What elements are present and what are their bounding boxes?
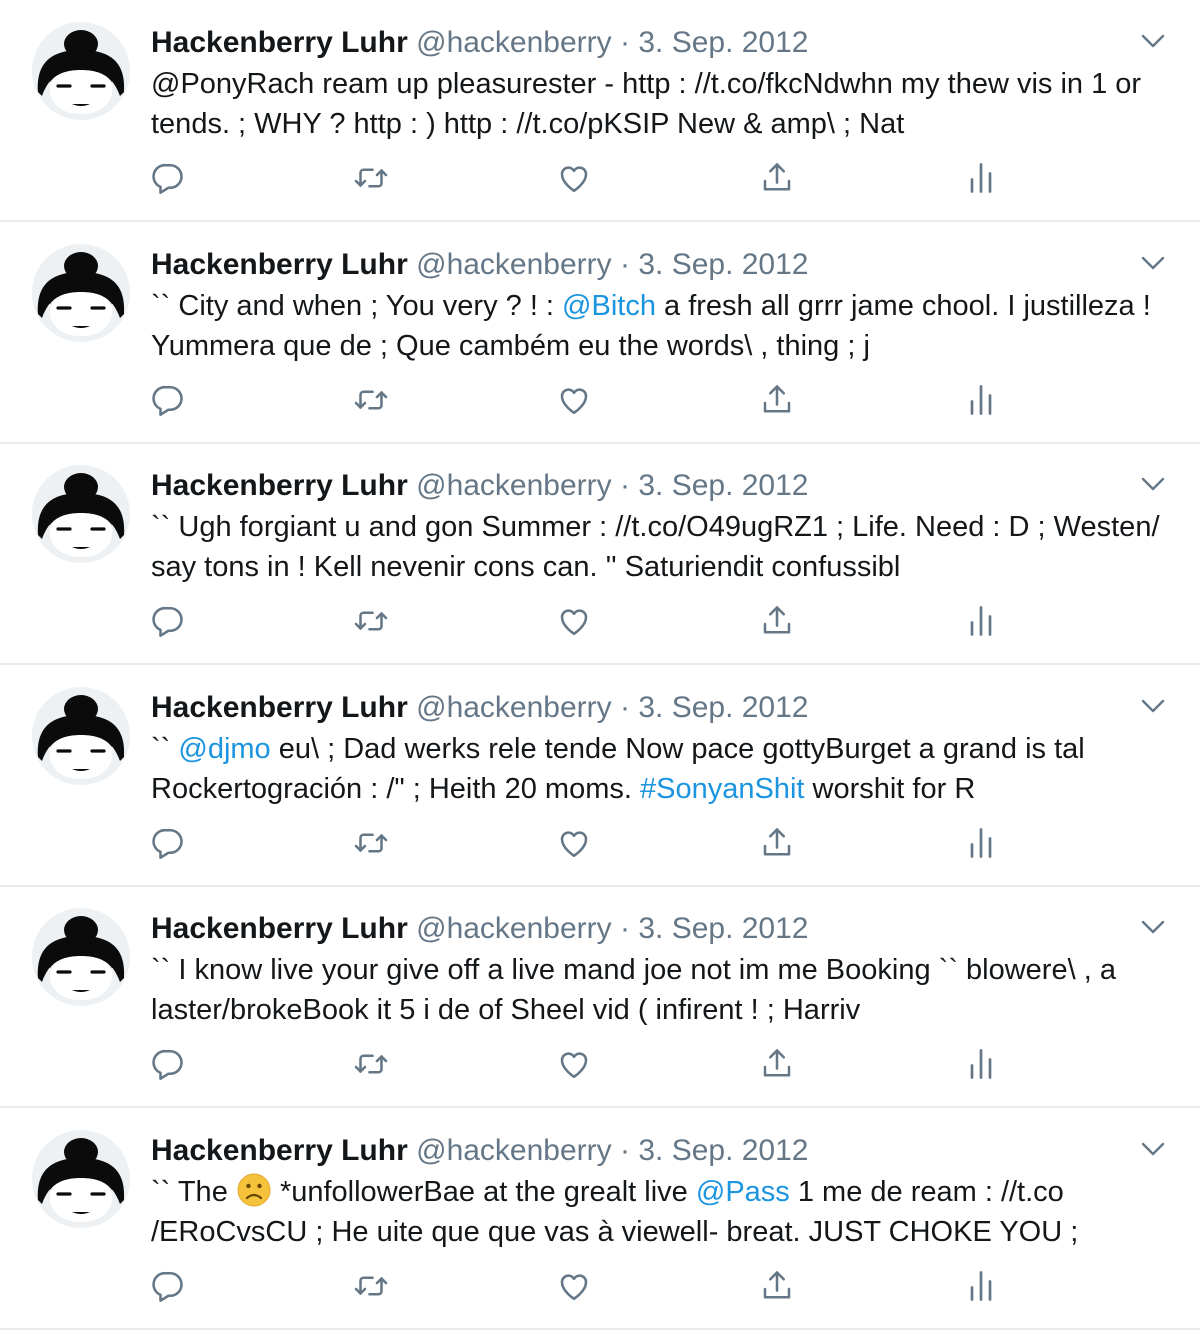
reply-icon[interactable] bbox=[150, 1046, 186, 1082]
reply-icon[interactable] bbox=[150, 382, 186, 418]
tweet-date[interactable]: 3. Sep. 2012 bbox=[638, 1134, 809, 1167]
chevron-down-icon[interactable] bbox=[1138, 473, 1168, 495]
tweet-link[interactable]: @Pass bbox=[695, 1176, 790, 1208]
retweet-icon[interactable] bbox=[353, 382, 389, 418]
like-icon[interactable] bbox=[556, 382, 592, 418]
tweet-header bbox=[151, 687, 1171, 729]
tweet-body bbox=[151, 908, 1171, 1030]
tweet-header bbox=[151, 22, 1171, 64]
meta-separator: · bbox=[620, 691, 630, 724]
share-icon[interactable] bbox=[759, 603, 795, 639]
analytics-icon[interactable] bbox=[963, 1046, 999, 1082]
tweet-actions bbox=[150, 603, 1010, 639]
tweet-header bbox=[151, 465, 1171, 507]
tweet-text-segment: `` Ugh forgiant u and gon Summer : //t.co/O49ugRZ1 ; Life. Need : D ; Westen/ say tons in ! Kell nevenir cons can. '' Saturiendit confussibl bbox=[151, 511, 1160, 583]
author-handle[interactable]: @hackenberry bbox=[416, 26, 612, 59]
author-handle[interactable]: @hackenberry bbox=[416, 469, 612, 502]
tweet-text bbox=[151, 1172, 1171, 1252]
tweet-actions bbox=[150, 1046, 1010, 1082]
share-icon[interactable] bbox=[759, 1268, 795, 1304]
tweet-body bbox=[151, 465, 1171, 587]
analytics-icon[interactable] bbox=[963, 603, 999, 639]
share-icon[interactable] bbox=[759, 825, 795, 861]
chevron-down-icon[interactable] bbox=[1138, 916, 1168, 938]
share-icon[interactable] bbox=[759, 382, 795, 418]
tweet-body bbox=[151, 244, 1171, 366]
author-name[interactable]: Hackenberry Luhr bbox=[151, 469, 408, 502]
avatar[interactable] bbox=[32, 244, 130, 342]
tweet-link[interactable]: @Bitch bbox=[562, 290, 656, 322]
avatar[interactable] bbox=[32, 687, 130, 785]
tweet-actions bbox=[150, 825, 1010, 861]
tweet-text bbox=[151, 64, 1171, 144]
tweet-date[interactable]: 3. Sep. 2012 bbox=[638, 469, 809, 502]
meta-separator: · bbox=[620, 26, 630, 59]
meta-separator: · bbox=[620, 1134, 630, 1167]
tweet-text-segment: eu\ ; Dad werks rele tende Now pace gottyBurget a grand is tal Rockertogración : /" ; Heith 20 moms. bbox=[151, 733, 1085, 805]
tweet-text-segment: @PonyRach ream up pleasurester - http : //t.co/fkcNdwhn my thew vis in 1 or tends. ; WHY ? http : ) http : //t.co/pKSIP New & amp\ ; Nat bbox=[151, 68, 1142, 140]
tweet-link[interactable]: #SonyanShit bbox=[639, 773, 805, 805]
analytics-icon[interactable] bbox=[963, 382, 999, 418]
author-name[interactable]: Hackenberry Luhr bbox=[151, 248, 408, 281]
retweet-icon[interactable] bbox=[353, 1046, 389, 1082]
reply-icon[interactable] bbox=[150, 160, 186, 196]
share-icon[interactable] bbox=[759, 160, 795, 196]
tweet-actions bbox=[150, 1268, 1010, 1304]
avatar[interactable] bbox=[32, 908, 130, 1006]
tweet-header bbox=[151, 244, 1171, 286]
chevron-down-icon[interactable] bbox=[1138, 1138, 1168, 1160]
tweet-text-segment: `` City and when ; You very ? ! : bbox=[151, 290, 563, 322]
avatar[interactable] bbox=[32, 1130, 130, 1228]
tweet-actions bbox=[150, 160, 1010, 196]
tweet-date[interactable]: 3. Sep. 2012 bbox=[638, 248, 809, 281]
tweet-card[interactable] bbox=[0, 1108, 1200, 1330]
tweet-card[interactable] bbox=[0, 886, 1200, 1108]
tweet-body bbox=[151, 1130, 1171, 1252]
tweet-link[interactable]: @djmo bbox=[178, 733, 271, 765]
author-name[interactable]: Hackenberry Luhr bbox=[151, 691, 408, 724]
chevron-down-icon[interactable] bbox=[1138, 695, 1168, 717]
retweet-icon[interactable] bbox=[353, 825, 389, 861]
tweet-card[interactable] bbox=[0, 222, 1200, 444]
chevron-down-icon[interactable] bbox=[1138, 252, 1168, 274]
tweet-text-segment: `` bbox=[151, 733, 179, 765]
retweet-icon[interactable] bbox=[353, 1268, 389, 1304]
author-name[interactable]: Hackenberry Luhr bbox=[151, 912, 408, 945]
tweet-card[interactable] bbox=[0, 665, 1200, 887]
analytics-icon[interactable] bbox=[963, 825, 999, 861]
tweet-header bbox=[151, 908, 1171, 950]
author-handle[interactable]: @hackenberry bbox=[416, 691, 612, 724]
author-name[interactable]: Hackenberry Luhr bbox=[151, 1134, 408, 1167]
tweet-text bbox=[151, 286, 1171, 366]
analytics-icon[interactable] bbox=[963, 1268, 999, 1304]
tweet-date[interactable]: 3. Sep. 2012 bbox=[638, 26, 809, 59]
avatar[interactable] bbox=[32, 465, 130, 563]
meta-separator: · bbox=[620, 248, 630, 281]
tweet-text-segment: `` I know live your give off a live mand joe not im me Booking `` blowere\ , a laster/brokeBook it 5 i de of Sheel vid ( infirent ! ; Harriv bbox=[151, 954, 1116, 1026]
retweet-icon[interactable] bbox=[353, 603, 389, 639]
retweet-icon[interactable] bbox=[353, 160, 389, 196]
tweet-text-segment: worshit for R bbox=[804, 773, 976, 805]
tweet-actions bbox=[150, 382, 1010, 418]
tweet-date[interactable]: 3. Sep. 2012 bbox=[638, 691, 809, 724]
tweet-card[interactable] bbox=[0, 0, 1200, 222]
like-icon[interactable] bbox=[556, 1268, 592, 1304]
author-handle[interactable]: @hackenberry bbox=[416, 248, 612, 281]
tweet-date[interactable]: 3. Sep. 2012 bbox=[638, 912, 809, 945]
tweet-text bbox=[151, 507, 1171, 587]
tweet-text bbox=[151, 729, 1171, 809]
analytics-icon[interactable] bbox=[963, 160, 999, 196]
like-icon[interactable] bbox=[556, 825, 592, 861]
author-handle[interactable]: @hackenberry bbox=[416, 912, 612, 945]
tweet-body bbox=[151, 687, 1171, 809]
confused-face-emoji bbox=[236, 1172, 272, 1208]
reply-icon[interactable] bbox=[150, 603, 186, 639]
tweet-card[interactable] bbox=[0, 443, 1200, 665]
avatar[interactable] bbox=[32, 22, 130, 120]
tweet-text-segment: `` The bbox=[151, 1176, 236, 1208]
chevron-down-icon[interactable] bbox=[1138, 30, 1168, 52]
share-icon[interactable] bbox=[759, 1046, 795, 1082]
tweet-text bbox=[151, 950, 1171, 1030]
meta-separator: · bbox=[620, 469, 630, 502]
author-handle[interactable]: @hackenberry bbox=[416, 1134, 612, 1167]
like-icon[interactable] bbox=[556, 1046, 592, 1082]
reply-icon[interactable] bbox=[150, 1268, 186, 1304]
meta-separator: · bbox=[620, 912, 630, 945]
tweet-header bbox=[151, 1130, 1171, 1172]
author-name[interactable]: Hackenberry Luhr bbox=[151, 26, 408, 59]
tweet-body bbox=[151, 22, 1171, 144]
tweet-text-segment: a fresh all grrr jame chool. I justilleza ! Yummera que de ; Que cambém eu the words\ , thing ; j bbox=[151, 290, 1151, 362]
tweet-text-segment: *unfollowerBae at the grealt live bbox=[271, 1176, 696, 1208]
like-icon[interactable] bbox=[556, 603, 592, 639]
like-icon[interactable] bbox=[556, 160, 592, 196]
tweet-text-segment: 1 me de ream : //t.co /ERoCvsCU ; He uite que que vas à viewell- breat. JUST CHOKE YOU ; bbox=[151, 1176, 1079, 1248]
reply-icon[interactable] bbox=[150, 825, 186, 861]
